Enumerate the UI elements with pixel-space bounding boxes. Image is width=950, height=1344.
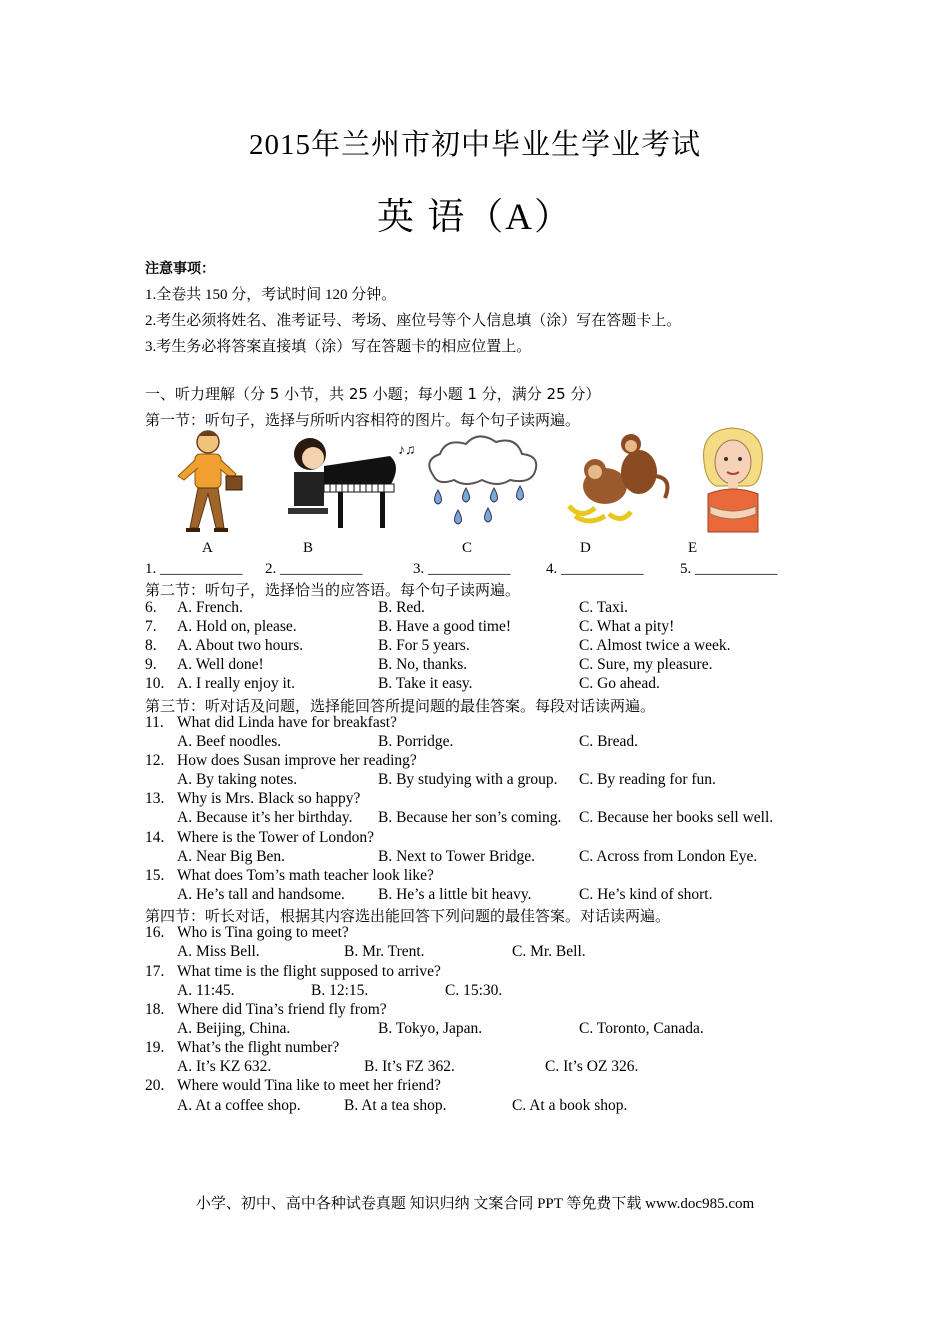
option-b: B. Next to Tower Bridge. [378,848,536,865]
question-number: 19. [145,1039,165,1056]
section2-instruction: 第二节：听句子，选择恰当的应答语。每个句子读两遍。 [145,583,521,599]
rain-cloud-picture [418,430,550,530]
picture-letter: A [202,540,213,556]
option-a: A. About two hours. [177,637,304,654]
option-a: A. He’s tall and handsome. [177,886,345,903]
question-number: 20. [145,1077,165,1094]
answer-blank: 2. ___________ [265,561,363,577]
option-b: B. Mr. Trent. [344,943,425,960]
question-number: 9. [145,656,157,673]
option-b: B. It’s FZ 362. [364,1058,455,1075]
question-text: What does Tom’s math teacher look like? [177,867,434,884]
girl-playing-piano-picture [280,426,420,534]
option-c: C. Bread. [579,733,638,750]
option-b: B. Red. [378,599,425,616]
option-b: B. Take it easy. [378,675,473,692]
question-number: 17. [145,963,165,980]
answer-blank: 1. ___________ [145,561,243,577]
man-with-briefcase-picture [168,424,263,536]
option-b: B. He’s a little bit heavy. [378,886,532,903]
option-a: A. 11:45. [177,982,235,999]
option-c: C. Mr. Bell. [512,943,586,960]
section4-instruction: 第四节：听长对话，根据其内容选出能回答下列问题的最佳答案。对话读两遍。 [145,909,671,925]
question-number: 16. [145,924,165,941]
option-b: B. At a tea shop. [344,1097,447,1114]
question-text: What time is the flight supposed to arrive? [177,963,441,980]
exam-subtitle: 英 语（A） [377,197,573,238]
question-text: Where did Tina’s friend fly from? [177,1001,387,1018]
question-number: 18. [145,1001,165,1018]
option-b: B. Have a good time! [378,618,512,635]
question-text: Where is the Tower of London? [177,829,375,846]
option-a: A. Beijing, China. [177,1020,291,1037]
option-a: A. Well done! [177,656,264,673]
page-footer: 小学、初中、高中各种试卷真题 知识归纳 文案合同 PPT 等免费下载 www.doc985.com [195,1196,755,1212]
exam-title: 2015年兰州市初中毕业生学业考试 [248,129,701,161]
notes-item: 2.考生必须将姓名、准考证号、考场、座位号等个人信息填（涂）写在答题卡上。 [145,313,682,329]
question-number: 14. [145,829,165,846]
question-text: Where would Tina like to meet her friend? [177,1077,441,1094]
option-a: A. Beef noodles. [177,733,282,750]
option-c: C. What a pity! [579,618,675,635]
notes-item: 3.考生务必将答案直接填（涂）写在答题卡的相应位置上。 [145,339,532,355]
option-a: A. Near Big Ben. [177,848,286,865]
question-number: 11. [145,714,164,731]
option-b: B. Tokyo, Japan. [378,1020,483,1037]
option-b: B. 12:15. [311,982,369,999]
option-b: B. No, thanks. [378,656,468,673]
picture-letter: C [462,540,473,556]
woman-crossed-arms-picture [694,422,772,534]
picture-letter: B [303,540,314,556]
question-number: 8. [145,637,157,654]
question-text: Why is Mrs. Black so happy? [177,790,361,807]
picture-letter: D [580,540,591,556]
question-number: 12. [145,752,165,769]
option-c: C. Go ahead. [579,675,660,692]
option-c: C. At a book shop. [512,1097,628,1114]
option-c: C. Toronto, Canada. [579,1020,704,1037]
question-number: 10. [145,675,165,692]
option-c: C. He’s kind of short. [579,886,713,903]
answer-blank: 5. ___________ [680,561,778,577]
section1-instruction: 第一节：听句子，选择与所听内容相符的图片。每个句子读两遍。 [145,413,581,429]
section3-instruction: 第三节：听对话及问题，选择能回答所提问题的最佳答案。每段对话读两遍。 [145,699,656,715]
option-a: A. At a coffee shop. [177,1097,301,1114]
option-c: C. Sure, my pleasure. [579,656,713,673]
option-c: C. It’s OZ 326. [545,1058,639,1075]
option-b: B. Porridge. [378,733,454,750]
option-c: C. Almost twice a week. [579,637,731,654]
option-c: C. By reading for fun. [579,771,716,788]
question-text: Who is Tina going to meet? [177,924,349,941]
picture-letter: E [688,540,698,556]
option-b: B. For 5 years. [378,637,470,654]
option-c: C. Because her books sell well. [579,809,774,826]
question-text: How does Susan improve her reading? [177,752,417,769]
answer-blank: 3. ___________ [413,561,511,577]
notes-block [145,256,681,360]
question-number: 6. [145,599,157,616]
part1-heading: 一、听力理解（分 5 小节，共 25 小题；每小题 1 分，满分 25 分） [145,385,601,403]
option-b: B. By studying with a group. [378,771,558,788]
question-number: 13. [145,790,165,807]
option-a: A. French. [177,599,243,616]
option-c: C. 15:30. [445,982,503,999]
option-c: C. Taxi. [579,599,629,616]
monkeys-bananas-picture [565,428,677,526]
question-number: 7. [145,618,157,635]
svg-text:♪♫: ♪♫ [398,443,416,458]
notes-heading: 注意事项： [145,261,215,277]
option-b: B. Because her son’s coming. [378,809,562,826]
option-c: C. Across from London Eye. [579,848,758,865]
answer-blank: 4. ___________ [546,561,644,577]
option-a: A. By taking notes. [177,771,298,788]
question-text: What did Linda have for breakfast? [177,714,397,731]
option-a: A. I really enjoy it. [177,675,295,692]
option-a: A. Because it’s her birthday. [177,809,353,826]
notes-item: 1.全卷共 150 分，考试时间 120 分钟。 [145,287,397,303]
option-a: A. It’s KZ 632. [177,1058,272,1075]
question-text: What’s the flight number? [177,1039,340,1056]
option-a: A. Hold on, please. [177,618,297,635]
question-number: 15. [145,867,165,884]
option-a: A. Miss Bell. [177,943,260,960]
